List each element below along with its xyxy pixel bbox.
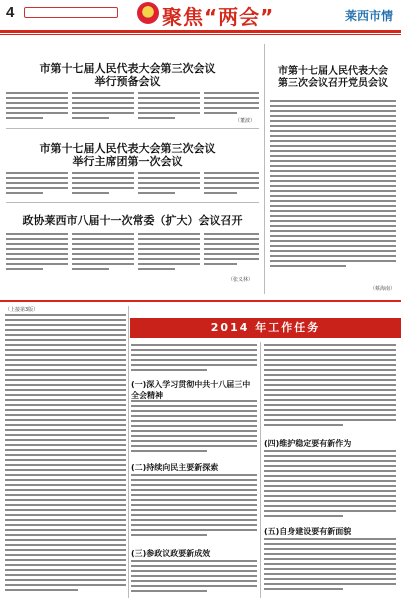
- continued-label: （上接第3版）: [5, 307, 39, 313]
- article-3-body-col-3: [138, 233, 200, 277]
- national-emblem-icon: [137, 2, 159, 24]
- tasks-intro-body: [131, 344, 257, 374]
- article-2-body-col-4: [204, 172, 259, 194]
- subhead-3: (三)参政议政要新成效: [131, 549, 211, 558]
- article-1-body-col-3: [138, 92, 200, 122]
- article-1-title-line-2: 举行预备会议: [94, 75, 161, 89]
- article-4-headline: [268, 66, 398, 90]
- article-1-body-col-2: [72, 92, 134, 122]
- article-4-credit: （蔡海南）: [370, 286, 396, 292]
- right-column-body-1: [264, 344, 396, 432]
- column-divider: [260, 342, 261, 598]
- section-divider: [0, 300, 401, 302]
- article-3-headline: 政协莱西市八届十一次常委（扩大）会议召开: [22, 214, 243, 227]
- article-1-body-col-4: [204, 92, 259, 116]
- subhead-4-body: [264, 450, 396, 522]
- bottom-left-body: [5, 314, 126, 596]
- page-number: 4: [6, 4, 15, 21]
- header-rule: [0, 30, 401, 33]
- column-divider: [128, 306, 129, 598]
- subhead-5-body: [264, 538, 396, 596]
- article-2-body-col-2: [72, 172, 134, 194]
- article-2-headline: [20, 142, 235, 168]
- article-2-title-line-2: 举行主席团第一次会议: [72, 155, 183, 169]
- article-1-title-line-1: 市第十七届人民代表大会第三次会议: [39, 62, 216, 75]
- article-3-credit: （张义林）: [228, 277, 254, 283]
- page-header: [0, 0, 401, 38]
- subhead-1: (一)深入学习贯彻中共十八届三中全会精神: [131, 380, 251, 400]
- subhead-1-body: [131, 400, 257, 456]
- article-3-body-col-2: [72, 233, 134, 277]
- subhead-5: (五)自身建设要有新面貌: [264, 527, 352, 536]
- article-4-body: [270, 100, 396, 280]
- article-4-title-line-2: 第三次会议召开党员会议: [278, 78, 388, 89]
- article-2-body-col-1: [6, 172, 68, 194]
- article-1-headline: [20, 62, 235, 88]
- article-1-body-col-1: [6, 92, 68, 122]
- divider: [6, 202, 259, 203]
- article-4-title-line-1: 市第十七届人民代表大会: [278, 66, 388, 77]
- subhead-4: (四)维护稳定要有新作为: [264, 439, 352, 448]
- divider: [6, 128, 259, 129]
- page-title: 聚焦“两会”: [162, 5, 275, 29]
- article-3-body-col-1: [6, 233, 68, 277]
- subhead-3-body: [131, 560, 257, 596]
- column-divider: [264, 44, 265, 294]
- work-tasks-title: 2014 年工作任务: [210, 321, 321, 334]
- date-bar: [24, 7, 118, 18]
- header-rule-thin: [0, 34, 401, 35]
- subhead-2-body: [131, 474, 257, 542]
- article-2-title-line-1: 市第十七届人民代表大会第三次会议: [39, 142, 216, 155]
- article-1-credit: （董波）: [235, 118, 256, 124]
- article-3-body-col-4: [204, 233, 259, 273]
- subhead-2: (二)持续向民主要新探索: [131, 463, 219, 472]
- section-name: 莱西市情: [344, 9, 393, 23]
- article-2-body-col-3: [138, 172, 200, 194]
